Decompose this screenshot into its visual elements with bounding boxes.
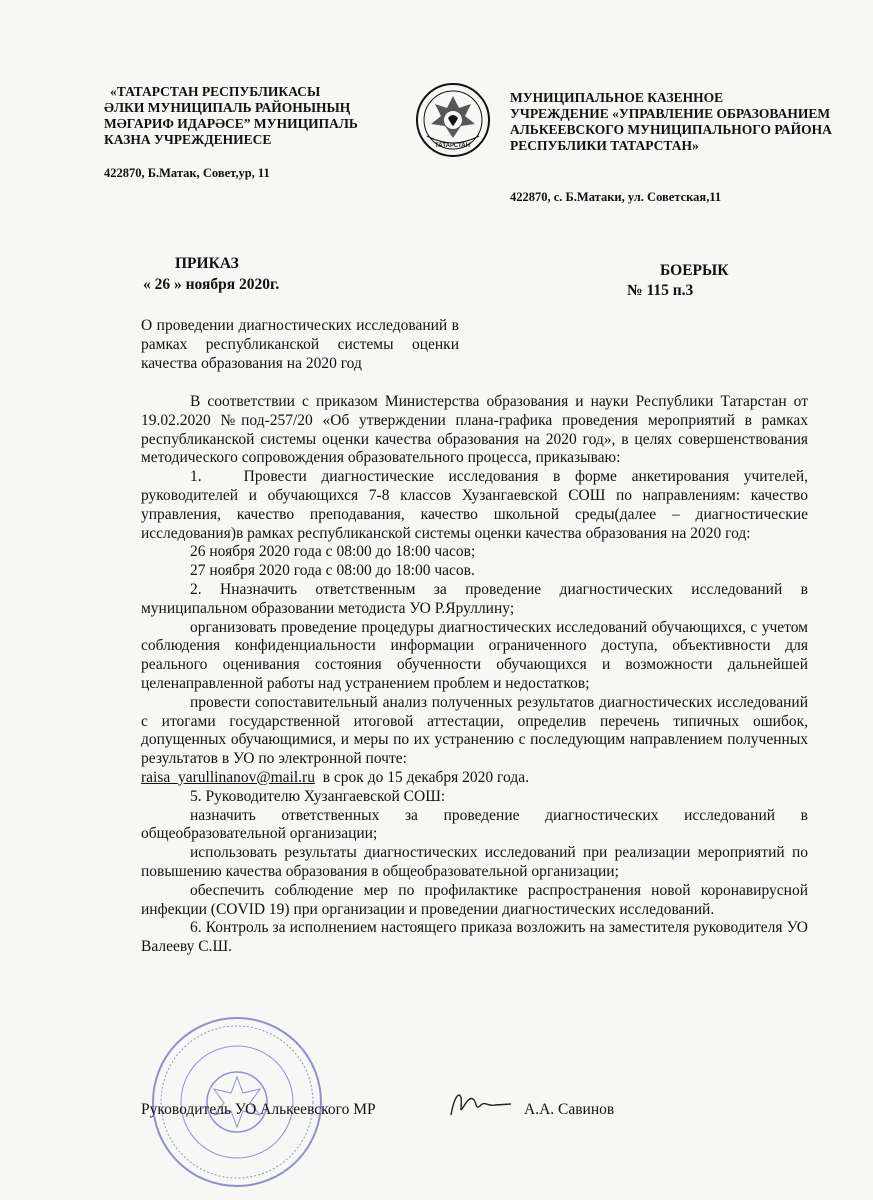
header-right-line4: РЕСПУБЛИКИ ТАТАРСТАН» [510, 138, 699, 153]
header-right-address: 422870, с. Б.Матаки, ул. Советская,11 [510, 190, 722, 204]
header-left-block [104, 84, 394, 148]
handwritten-signature-icon [445, 1085, 515, 1125]
header-right-block [510, 90, 860, 154]
header-right-line2: УЧРЕЖДЕНИЕ «УПРАВЛЕНИЕ ОБРАЗОВАНИЕМ [510, 106, 831, 121]
body-intro: В соответствии с приказом Министерства образования и науки Республики Татарстан от 19.02.2020 №под-257/20 «Об утверждении плана-графика проведения мероприятий в рамках республиканской системы оценки качества образования на 2020 год», в целях совершенствования методического сопровождения образовательного процесса, приказываю: [141, 393, 808, 467]
order-title-ru: ПРИКАЗ [175, 255, 239, 272]
order-number: № 115 п.3 [627, 282, 694, 299]
body-item5a: назначить ответственных за проведение диагностических исследований в общеобразовательной организации; [141, 806, 808, 843]
header-left-line2: ӘЛКИ МУНИЦИПАЛЬ РАЙОНЫНЫҢ [104, 100, 351, 115]
body-item2: 2. Нназначить ответственным за проведение диагностических исследований в муниципальном образовании методиста УО Р.Яруллину; [141, 580, 808, 617]
order-date: « 26 » ноября 2020г. [143, 276, 280, 293]
body-item2a: организовать проведение процедуры диагностических исследований обучающихся, с учетом соблюдения конфиденциальности информации ограниченного доступа, объективности для реального оценивания состояния обученности обучающихся и возможности дальнейшей целенаправленной работы над устранением проблем и недостатков; [141, 618, 808, 692]
header-right-line3: АЛЬКЕЕВСКОГО МУНИЦИПАЛЬНОГО РАЙОНА [510, 122, 832, 137]
body-date2: 27 ноября 2020 года с 08:00 до 18:00 часов. [190, 562, 475, 580]
body-item1 [141, 468, 808, 543]
order-subject: О проведении диагностических исследований в рамках республиканской системы оценки качества образования на 2020 год [141, 317, 459, 372]
body-item5c: обеспечить соблюдение мер по профилактике распространения новой коронавирусной инфекции (COVID 19) при организации и проведении диагностических исследований. [141, 881, 808, 918]
header-left-address: 422870, Б.Матак, Совет,ур, 11 [104, 166, 270, 180]
body-item2b: провести сопоставительный анализ полученных результатов диагностических исследований с итогами государственной итоговой аттестации, определив перечень типичных ошибок, допущенных обучающимися, и меры по их устранению с последующим направлением полученных результатов в УО по электронной почте: [141, 693, 808, 768]
header-left-line1: «ТАТАРСТАН РЕСПУБЛИКАСЫ [110, 84, 321, 99]
body-item5b: использовать результаты диагностических исследований при реализации мероприятий по повышению качества образования в общеобразовательной организации; [141, 844, 808, 880]
tatarstan-emblem-icon [413, 80, 493, 160]
header-right-line1: МУНИЦИПАЛЬНОЕ КАЗЕННОЕ [510, 90, 724, 105]
item1-number: 1. [190, 468, 202, 486]
item1-text: Провести диагностические исследования в форме анкетирования учителей, руководителей и обучающихся 7-8 классов Хузангаевской СОШ по направлениям: качество управления, качество преподавания, качество школьной среды(далее – диагностические исследования)в рамках республиканской системы оценки качества образования на 2020 год: [141, 468, 808, 542]
order-title-tt: БОЕРЫК [660, 262, 729, 279]
signature-name: А.А. Савинов [524, 1101, 615, 1118]
body-deadline: в срок до 15 декабря 2020 года. [322, 768, 529, 786]
body-item6: 6. Контроль за исполнением настоящего приказа возложить на заместителя руководителя УО Валееву С.Ш. [141, 919, 808, 956]
signature-position: Руководитель УО Алькеевского МР [141, 1101, 376, 1118]
body-email-line [141, 769, 808, 788]
emblem-caption: ТАТАРСТАН [435, 143, 470, 149]
header-left-line4: КАЗНА УЧРЕЖДЕНИЕСЕ [104, 132, 272, 147]
order-body [141, 393, 808, 957]
body-item5: 5. Руководителю Хузангаевской СОШ: [190, 787, 446, 805]
body-date1: 26 ноября 2020 года с 08:00 до 18:00 часов; [190, 543, 476, 561]
email-link[interactable]: raisa_yarullinanov@mail.ru [141, 768, 315, 786]
header-left-line3: МӘГАРИФ ИДАРӘСЕ” МУНИЦИПАЛЬ [104, 116, 358, 131]
